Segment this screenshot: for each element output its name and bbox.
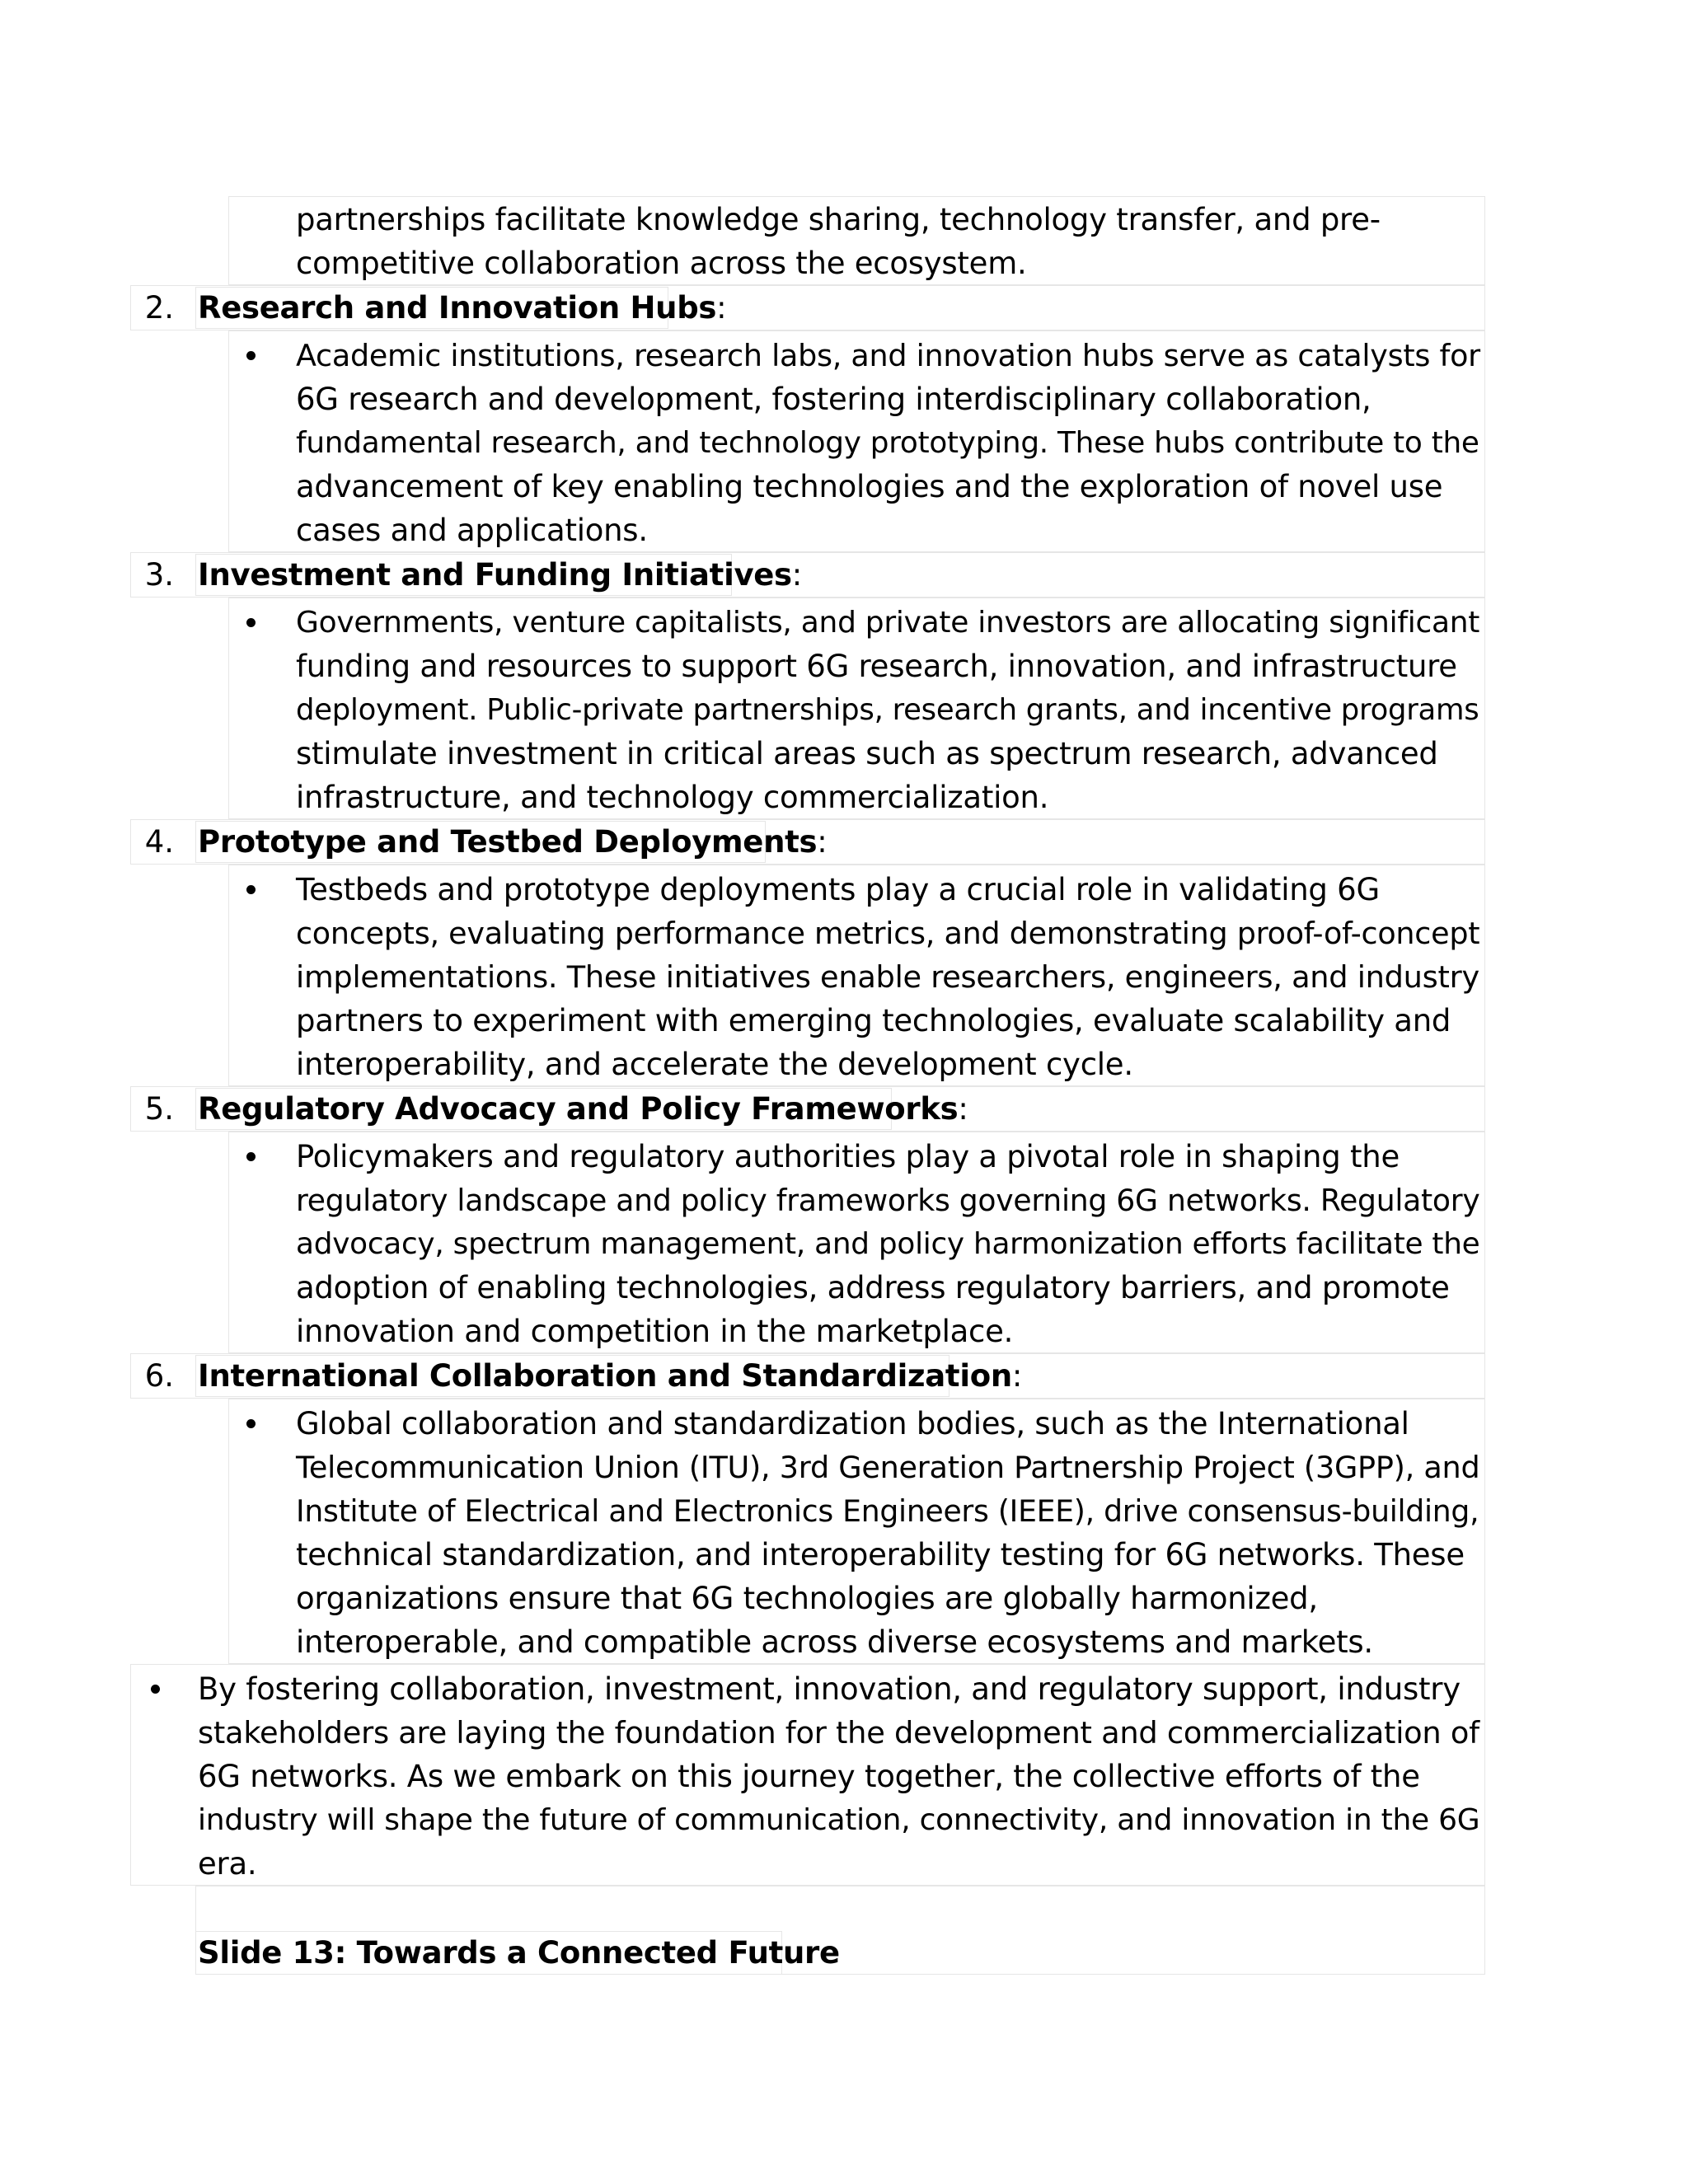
item-2-bullet	[246, 351, 256, 360]
item-6-line-4: technical standardization, and interoperability testing for 6G networks. These	[296, 1537, 1465, 1572]
item-5-line-5: innovation and competition in the marketplace.	[296, 1314, 1014, 1349]
item-2-number: 2.	[144, 290, 174, 326]
item-4-bullet	[246, 885, 256, 894]
item-6-line-2: Telecommunication Union (ITU), 3rd Generation Partnership Project (3GPP), and	[296, 1450, 1480, 1485]
item-3-line-5: infrastructure, and technology commercialization.	[296, 780, 1049, 815]
item-3-line-3: deployment. Public-private partnerships, research grants, and incentive programs	[296, 693, 1479, 727]
item-3-line-1: Governments, venture capitalists, and private investors are allocating significant	[296, 606, 1480, 640]
item-3-title	[198, 553, 802, 598]
item-5-title-text: Regulatory Advocacy and Policy Frameworks	[198, 1091, 959, 1127]
item-5-line-3: advocacy, spectrum management, and policy harmonization efforts facilitate the	[296, 1227, 1480, 1261]
item-4-line-4: partners to experiment with emerging technologies, evaluate scalability and	[296, 1003, 1451, 1038]
item-6-title-text: International Collaboration and Standardization	[198, 1358, 1012, 1394]
item-6-line-6: interoperable, and compatible across diverse ecosystems and markets.	[296, 1624, 1373, 1660]
closing-line-5: era.	[198, 1846, 257, 1882]
item-2-title-text: Research and Innovation Hubs	[198, 290, 717, 326]
intro-line-1: partnerships facilitate knowledge sharing, technology transfer, and pre-	[296, 202, 1381, 237]
item-3-title-text: Investment and Funding Initiatives	[198, 557, 792, 593]
item-5-line-4: adoption of enabling technologies, address regulatory barriers, and promote	[296, 1270, 1450, 1305]
item-2-line-1: Academic institutions, research labs, and innovation hubs serve as catalysts for	[296, 338, 1480, 373]
item-6-title	[198, 1354, 1022, 1399]
item-6-line-5: organizations ensure that 6G technologies are globally harmonized,	[296, 1581, 1318, 1616]
item-4-line-3: implementations. These initiatives enable researchers, engineers, and industry	[296, 959, 1479, 995]
intro-line-2: competitive collaboration across the ecosystem.	[296, 246, 1027, 281]
item-2-title	[198, 286, 726, 330]
item-6-bullet	[246, 1419, 256, 1428]
item-2-line-3: fundamental research, and technology prototyping. These hubs contribute to the	[296, 426, 1479, 460]
item-3-line-4: stimulate investment in critical areas such as spectrum research, advanced	[296, 736, 1438, 771]
item-4-number: 4.	[144, 824, 174, 860]
item-4-title-text: Prototype and Testbed Deployments	[198, 824, 818, 860]
slide-heading-text: Slide 13: Towards a Connected Future	[198, 1935, 840, 1971]
item-5-bullet	[246, 1152, 256, 1161]
item-4-colon: :	[817, 824, 828, 860]
item-2-colon: :	[716, 290, 727, 326]
item-5-colon: :	[958, 1091, 968, 1127]
closing-line-4: industry will shape the future of communication, connectivity, and innovation in the 6G	[198, 1803, 1480, 1837]
item-4-line-2: concepts, evaluating performance metrics, and demonstrating proof-of-concept	[296, 916, 1480, 951]
closing-line-3: 6G networks. As we embark on this journey together, the collective efforts of the	[198, 1759, 1420, 1794]
item-3-colon: :	[791, 557, 802, 593]
item-3-number: 3.	[144, 557, 174, 593]
item-2-line-5: cases and applications.	[296, 513, 648, 548]
item-2-line-4: advancement of key enabling technologies and the exploration of novel use	[296, 469, 1443, 504]
closing-line-2: stakeholders are laying the foundation for the development and commercialization of	[198, 1715, 1479, 1750]
item-5-title	[198, 1087, 968, 1132]
closing-line-1: By fostering collaboration, investment, innovation, and regulatory support, industry	[198, 1671, 1461, 1707]
item-3-line-2: funding and resources to support 6G research, innovation, and infrastructure	[296, 649, 1457, 684]
item-5-number: 5.	[144, 1091, 174, 1127]
item-4-line-5: interoperability, and accelerate the development cycle.	[296, 1047, 1133, 1082]
closing-bullet	[151, 1685, 160, 1694]
item-2-line-2: 6G research and development, fostering interdisciplinary collaboration,	[296, 382, 1372, 417]
item-3-bullet	[246, 618, 256, 627]
item-6-number: 6.	[144, 1358, 174, 1394]
item-5-line-1: Policymakers and regulatory authorities play a pivotal role in shaping the	[296, 1139, 1400, 1174]
item-6-colon: :	[1011, 1358, 1023, 1394]
item-6-line-1: Global collaboration and standardization bodies, such as the International	[296, 1406, 1409, 1441]
item-5-line-2: regulatory landscape and policy frameworks governing 6G networks. Regulatory	[296, 1183, 1480, 1218]
item-6-line-3: Institute of Electrical and Electronics Engineers (IEEE), drive consensus-building,	[296, 1493, 1479, 1529]
item-4-line-1: Testbeds and prototype deployments play a crucial role in validating 6G	[296, 872, 1380, 907]
item-4-title	[198, 820, 827, 865]
slide-heading	[198, 1931, 840, 1975]
